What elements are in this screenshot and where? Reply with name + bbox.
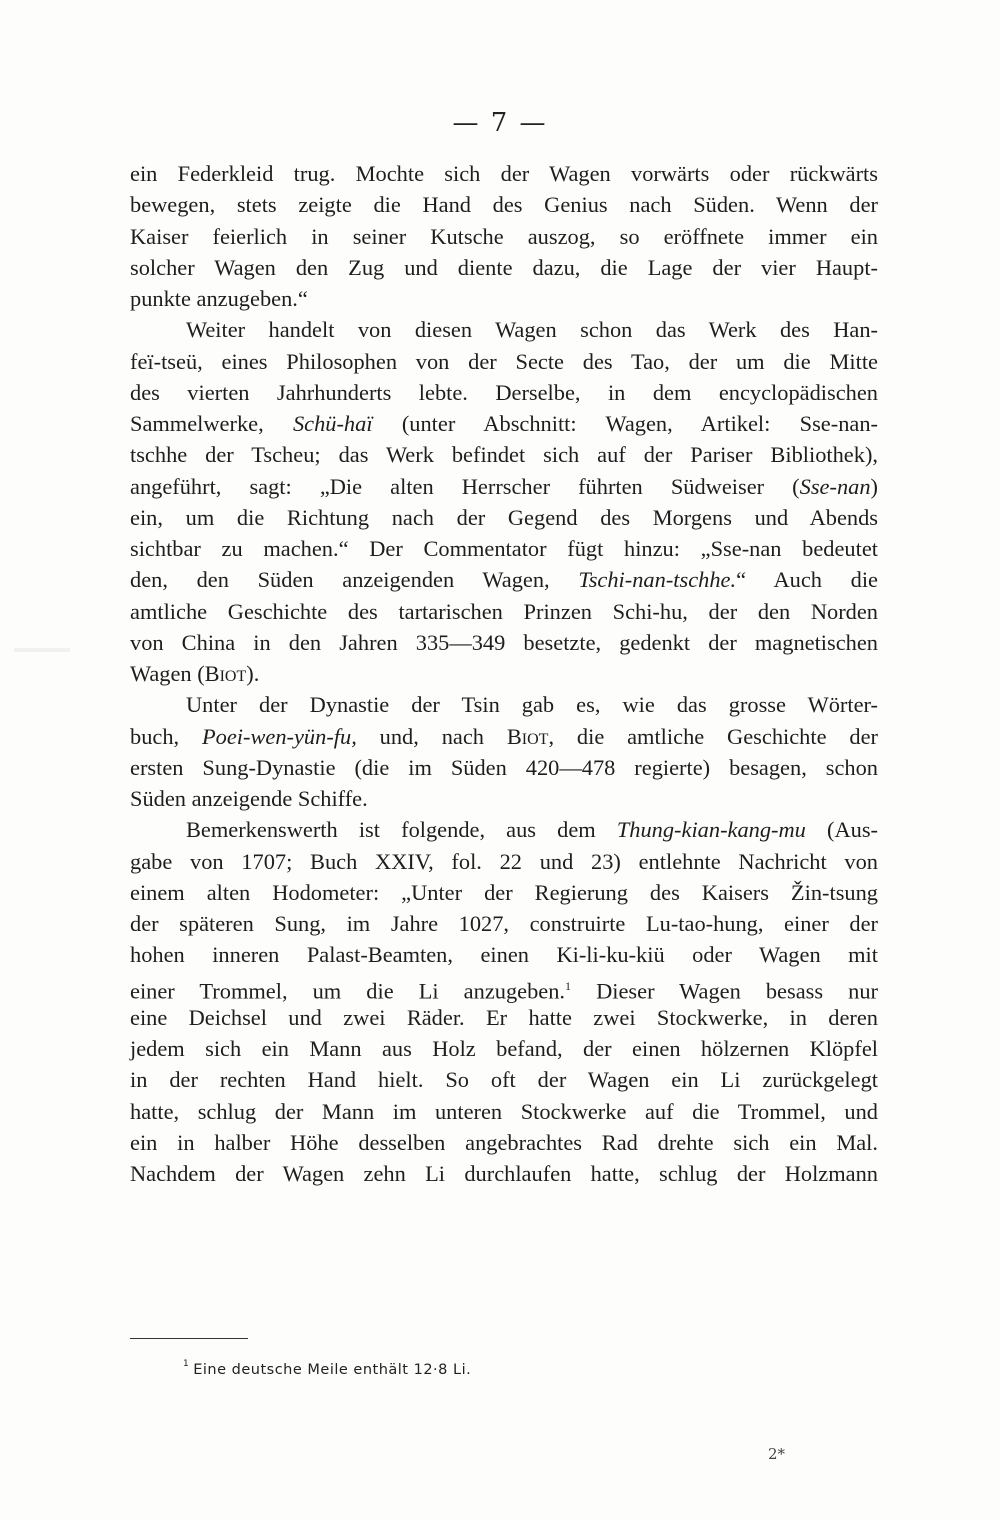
text-line: in der rechten Hand hielt. So oft der Wagen ein Li zurückgelegt — [130, 1067, 878, 1093]
text-run: (unter Abschnitt: Wagen, Artikel: Sse-nan- — [372, 411, 878, 436]
text-line: Kaiser feierlich in seiner Kutsche auszog, so eröffnete immer ein — [130, 223, 878, 249]
scan-smudge — [14, 648, 70, 652]
text-line: Weiter handelt von diesen Wagen schon das Werk des Han- — [186, 317, 878, 343]
text-line: bewegen, stets zeigte die Hand des Genius nach Süden. Wenn der — [130, 192, 878, 218]
footnote-rule — [130, 1338, 248, 1339]
footnote — [183, 1361, 471, 1378]
text-run: (Aus- — [805, 817, 878, 843]
text-line: Nachdem der Wagen zehn Li durchlaufen hatte, schlug der Holzmann — [130, 1161, 878, 1186]
text-run: Dieser Wagen besass nur — [571, 977, 878, 1003]
footnote-reference[interactable]: 1 — [565, 978, 572, 993]
author-name: Biot — [204, 661, 247, 686]
text-line: ein Federkleid trug. Mochte sich der Wagen vorwärts oder rückwärts — [130, 161, 878, 186]
text-line — [130, 564, 878, 595]
text-line — [130, 658, 878, 689]
text-line: punkte anzugeben.“ — [130, 286, 308, 311]
text-line — [130, 971, 878, 1002]
text-run: Wagen ( — [130, 661, 205, 686]
footnote-text: Eine deutsche Meile enthält 12·8 Li. — [193, 1361, 472, 1378]
text-line: ein in halber Höhe desselben angebrachtes Rad drehte sich ein Mal. — [130, 1129, 878, 1155]
text-line: ersten Sung-Dynastie (die im Süden 420—478 regierte) besagen, schon — [130, 754, 878, 780]
text-run: ) — [870, 473, 878, 499]
text-run: buch, — [130, 723, 202, 749]
page-number-header: — 7 — — [452, 108, 548, 138]
text-line: des vierten Jahrhunderts lebte. Derselbe, in dem encyclopädischen — [130, 379, 878, 405]
text-line: der späteren Sung, im Jahre 1027, construirte Lu-tao-hung, einer der — [130, 911, 878, 936]
author-name: Biot — [506, 723, 549, 749]
text-line: sichtbar zu machen.“ Der Commentator fügt hinzu: „Sse-nan bedeutet — [130, 536, 878, 561]
text-run: den, den Süden anzeigenden Wagen, — [130, 567, 579, 593]
text-run: “ Auch die — [736, 567, 878, 593]
italic-title: Thung-kian-kang-mu — [616, 817, 806, 843]
italic-title: Schü-haï — [292, 411, 373, 436]
text-line: hohen inneren Palast-Beamten, einen Ki-li-ku-kiü oder Wagen mit — [130, 942, 878, 968]
text-run: und, nach — [356, 723, 507, 749]
italic-title: Poei-wen-yün-fu, — [201, 723, 357, 749]
text-line — [130, 408, 878, 439]
text-run: ). — [246, 661, 260, 686]
text-line — [130, 721, 878, 752]
italic-term: Tschi-nan-tschhe. — [578, 567, 737, 593]
text-line: tschhe der Tscheu; das Werk befindet sich auf der Pariser Bibliothek), — [130, 442, 878, 468]
text-line: jedem sich ein Mann aus Holz befand, der einen hölzernen Klöpfel — [130, 1036, 878, 1061]
text-line: amtliche Geschichte des tartarischen Prinzen Schi-hu, der den Norden — [130, 598, 878, 624]
text-run: Sammelwerke, — [130, 411, 293, 436]
text-line: Unter der Dynastie der Tsin gab es, wie das grosse Wörter- — [186, 692, 878, 718]
text-line — [130, 814, 878, 845]
text-line — [130, 471, 878, 502]
body-text — [130, 158, 878, 1189]
signature-mark: 2* — [768, 1445, 786, 1463]
footnote-mark: 1 — [183, 1359, 190, 1369]
text-run: einer Trommel, um die Li anzugeben. — [130, 977, 566, 1003]
text-line: solcher Wagen den Zug und diente dazu, die Lage der vier Haupt- — [130, 254, 878, 280]
text-line: von China in den Jahren 335—349 besetzte, gedenkt der magnetischen — [130, 629, 878, 655]
text-line: hatte, schlug der Mann im unteren Stockwerke auf die Trommel, und — [130, 1098, 878, 1124]
text-run: angeführt, sagt: „Die alten Herrscher führten Südweiser ( — [130, 473, 800, 499]
text-line: einem alten Hodometer: „Unter der Regierung des Kaisers Žin-tsung — [130, 879, 878, 905]
text-line: gabe von 1707; Buch XXIV, fol. 22 und 23) entlehnte Nachricht von — [130, 848, 878, 874]
text-line: Süden anzeigende Schiffe. — [130, 786, 368, 811]
text-line: eine Deichsel und zwei Räder. Er hatte zwei Stockwerke, in deren — [130, 1004, 878, 1030]
italic-term: Sse-nan — [799, 473, 871, 499]
text-run: , die amtliche Geschichte der — [548, 723, 878, 749]
text-line: ein, um die Richtung nach der Gegend des Morgens und Abends — [130, 504, 878, 530]
text-run: Bemerkenswerth ist folgende, aus dem — [186, 817, 617, 843]
text-line: feï-tseü, eines Philosophen von der Secte des Tao, der um die Mitte — [130, 348, 878, 374]
